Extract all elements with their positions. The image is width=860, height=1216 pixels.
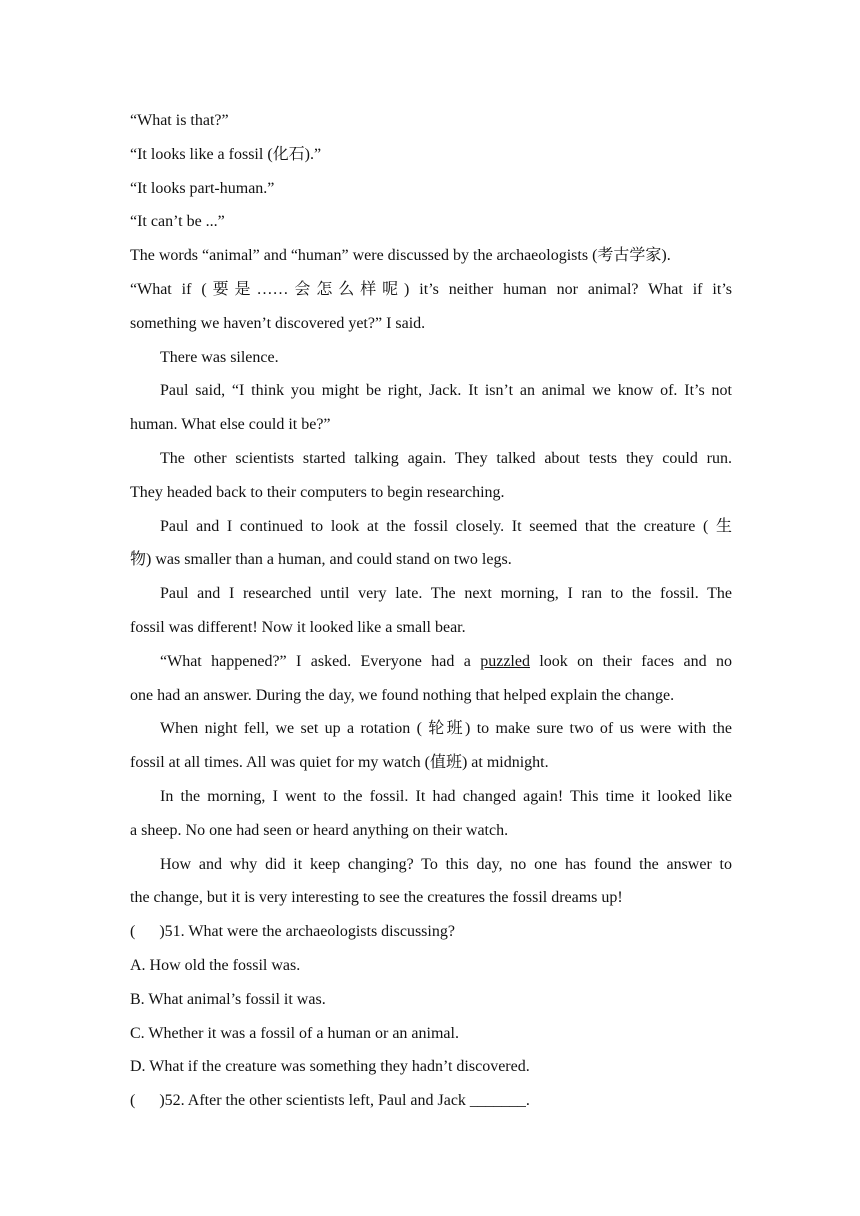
passage-line: fossil was different! Now it looked like a small bear. (130, 618, 466, 636)
line-text: “What happened?” I asked. Everyone had a (160, 652, 481, 670)
passage-line: one had an answer. During the day, we found nothing that helped explain the change. (130, 686, 675, 704)
passage-line: Paul and I researched until very late. The next morning, I ran to the fossil. The (160, 585, 732, 603)
line-text: look on their faces and no (529, 652, 732, 670)
passage-line: The words “animal” and “human” were discussed by the archaeologists (考古学家). (130, 247, 671, 265)
passage-line: When night fell, we set up a rotation ( 轮班) to make sure two of us were with the (160, 720, 732, 738)
passage-line: There was silence. (160, 348, 279, 366)
passage-line: a sheep. No one had seen or heard anything on their watch. (130, 821, 509, 839)
passage-body (130, 104, 732, 1118)
passage-line: Paul said, “I think you might be right, Jack. It isn’t an animal we know of. It’s not (160, 382, 732, 400)
passage-line (130, 645, 732, 679)
passage-line: “What if (要是……会怎么样呢) it’s neither human nor animal? What if it’s (130, 280, 732, 298)
passage-line: “It looks part-human.” (130, 179, 275, 197)
answer-option: A. How old the fossil was. (130, 956, 301, 974)
passage-line: the change, but it is very interesting to see the creatures the fossil dreams up! (130, 889, 623, 907)
passage-line: In the morning, I went to the fossil. It had changed again! This time it looked like (160, 787, 732, 805)
passage-line: “It looks like a fossil (化石).” (130, 145, 322, 163)
answer-option: B. What animal’s fossil it was. (130, 990, 326, 1008)
answer-option: C. Whether it was a fossil of a human or an animal. (130, 1024, 459, 1042)
passage-line: Paul and I continued to look at the fossil closely. It seemed that the creature ( 生 (160, 517, 732, 535)
answer-option: D. What if the creature was something they hadn’t discovered. (130, 1058, 530, 1076)
passage-line: something we haven’t discovered yet?” I said. (130, 314, 426, 332)
passage-line: They headed back to their computers to begin researching. (130, 483, 505, 501)
passage-line: human. What else could it be?” (130, 416, 331, 434)
passage-line: “What is that?” (130, 112, 229, 129)
underlined-word: puzzled (480, 652, 530, 670)
passage-line: The other scientists started talking again. They talked about tests they could run. (160, 449, 732, 467)
passage-line: How and why did it keep changing? To this day, no one has found the answer to (160, 855, 732, 873)
passage-line: “It can’t be ...” (130, 213, 225, 231)
passage-line: fossil at all times. All was quiet for my watch (值班) at midnight. (130, 754, 549, 772)
question-stem: ( )51. What were the archaeologists discussing? (130, 923, 455, 941)
passage-line: 物) was smaller than a human, and could stand on two legs. (130, 551, 512, 569)
question-stem: ( )52. After the other scientists left, Paul and Jack _______. (130, 1092, 530, 1110)
